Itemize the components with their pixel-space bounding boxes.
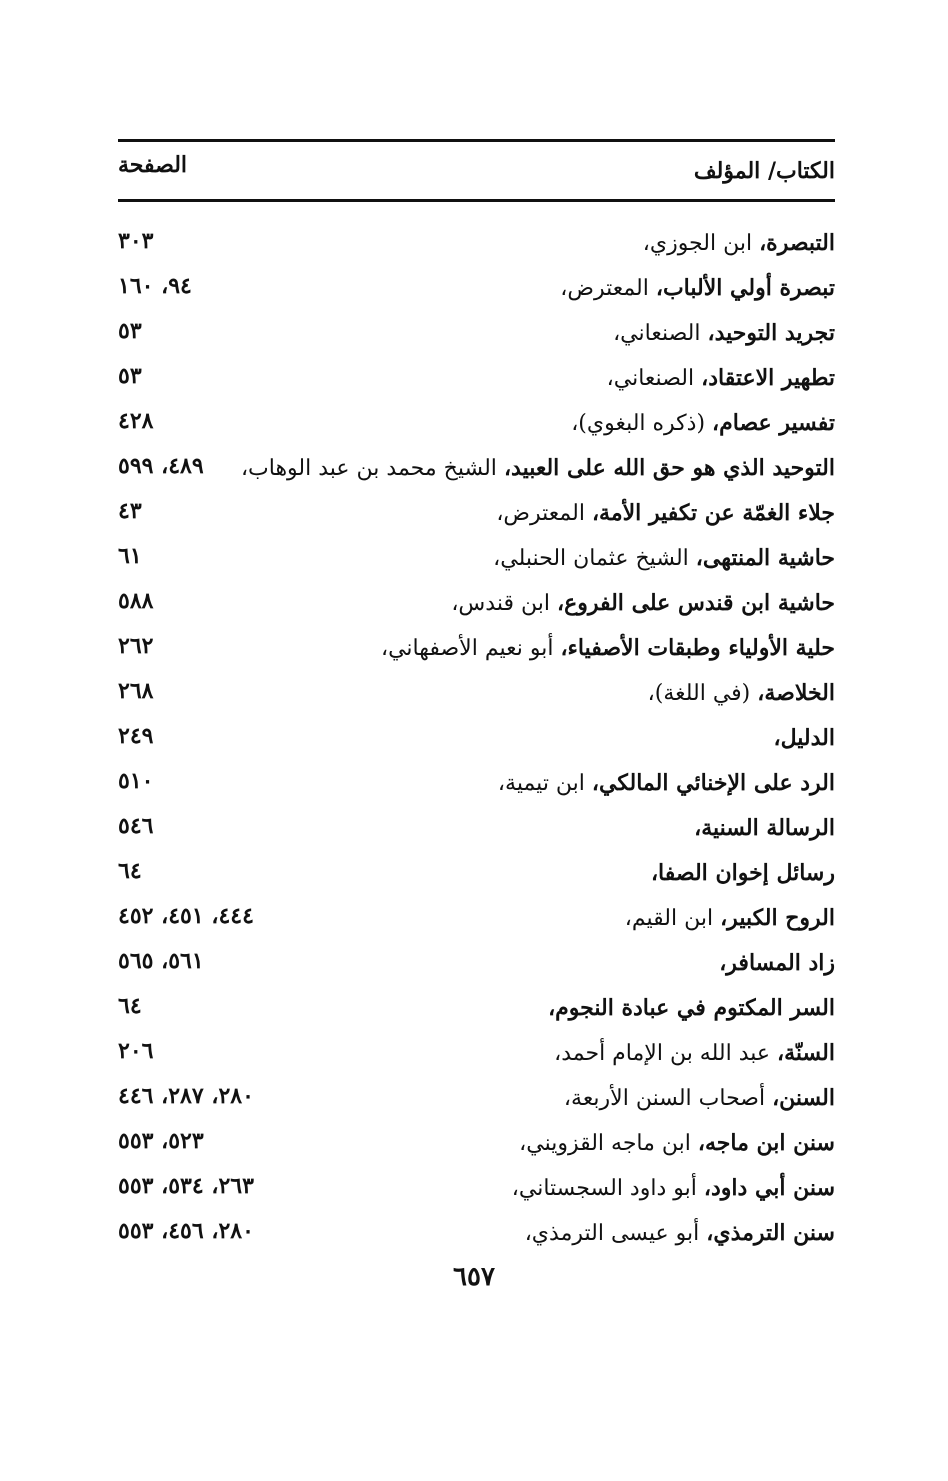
index-row [118, 807, 835, 852]
entry-text [241, 455, 835, 481]
page-refs: ٤٤٤، ٤٥١، ٤٥٢ [118, 903, 254, 929]
index-row [118, 492, 835, 537]
index-row [118, 942, 835, 987]
index-row [118, 447, 835, 492]
book-title: حاشية المنتهى، [695, 545, 835, 571]
entry-text [548, 995, 835, 1021]
book-author: عبد الله بن الإمام أحمد، [554, 1041, 771, 1066]
index-row [118, 537, 835, 582]
header-bottom-rule [118, 199, 835, 202]
page-refs: ٦٤ [118, 993, 142, 1019]
entry-text [774, 725, 835, 751]
index-row [118, 357, 835, 402]
entry-text [648, 680, 835, 706]
entry-text [519, 1130, 835, 1156]
page-refs: ٥١٠ [118, 768, 154, 794]
index-row [118, 312, 835, 357]
book-title: الرد على الإخنائي المالكي، [591, 770, 835, 796]
book-title: تبصرة أولي الألباب، [655, 275, 835, 301]
page-refs: ٤٣ [118, 498, 142, 524]
book-author: ابن الجوزي، [642, 231, 753, 256]
book-title: السر المكتوم في عبادة النجوم، [548, 995, 835, 1021]
book-author: الشيخ عثمان الحنبلي، [493, 546, 689, 571]
book-author: أبو داود السجستاني، [511, 1176, 697, 1201]
index-row [118, 717, 835, 762]
index-row [118, 1122, 835, 1167]
index-row [118, 582, 835, 627]
page-refs: ٢٦٢ [118, 633, 154, 659]
page-refs: ٣٠٣ [118, 228, 154, 254]
index-row [118, 627, 835, 672]
book-author: المعترض، [560, 276, 649, 301]
page-refs: ٤٨٩، ٥٩٩ [118, 453, 204, 479]
page-refs: ٥٣ [118, 363, 142, 389]
column-header-book-author: الكتاب/ المؤلف [693, 158, 835, 184]
book-title: التوحيد الذي هو حق الله على العبيد، [503, 455, 835, 481]
entry-text [694, 815, 835, 841]
book-author: أصحاب السنن الأربعة، [563, 1086, 766, 1111]
book-title: الرسالة السنية، [694, 815, 835, 841]
index-row [118, 987, 835, 1032]
book-title: الروح الكبير، [720, 905, 835, 931]
book-title: حلية الأولياء وطبقات الأصفياء، [560, 635, 835, 661]
entry-text [493, 545, 835, 571]
entry-text [498, 770, 835, 796]
page-refs: ٤٢٨ [118, 408, 154, 434]
entry-text [560, 275, 835, 301]
book-author: ابن ماجه القزويني، [519, 1131, 691, 1156]
entry-text [512, 1175, 835, 1201]
page-refs: ٥٤٦ [118, 813, 154, 839]
book-title: سنن ابن ماجه، [697, 1130, 835, 1156]
book-author: أبو نعيم الأصفهاني، [380, 636, 554, 661]
book-title: حاشية ابن قندس على الفروع، [556, 590, 835, 616]
entry-text [525, 1220, 835, 1246]
page-refs: ٢٦٣، ٥٣٤، ٥٥٣ [118, 1173, 254, 1199]
entry-text [625, 905, 835, 931]
book-title: سنن الترمذي، [706, 1220, 835, 1246]
entry-text [613, 320, 835, 346]
entry-text [643, 230, 835, 256]
book-title: زاد المسافر، [719, 950, 835, 976]
book-title: تفسير عصام، [712, 410, 835, 436]
page-refs: ٥٨٨ [118, 588, 154, 614]
column-header-page: الصفحة [118, 152, 188, 178]
page-refs: ٦١ [118, 543, 142, 569]
book-author: المعترض، [496, 501, 585, 526]
entry-text [381, 635, 835, 661]
entry-text [554, 1040, 835, 1066]
index-row [118, 267, 835, 312]
book-title: رسائل إخوان الصفا، [650, 860, 835, 886]
book-title: جلاء الغمّة عن تكفير الأمة، [591, 500, 835, 526]
book-author: الصنعاني، [606, 366, 695, 391]
index-row [118, 672, 835, 717]
page-refs: ٢٠٦ [118, 1038, 154, 1064]
page-number: ٦٥٧ [453, 1262, 495, 1292]
index-row [118, 222, 835, 267]
page-refs: ٥٣ [118, 318, 142, 344]
book-author: أبو عيسى الترمذي، [524, 1221, 700, 1246]
page-refs: ٥٢٣، ٥٥٣ [118, 1128, 204, 1154]
page-refs: ٢٨٠، ٤٥٦، ٥٥٣ [118, 1218, 254, 1244]
book-title: سنن أبي داود، [703, 1175, 835, 1201]
entry-text [651, 860, 835, 886]
index-row [118, 1212, 835, 1257]
index-row [118, 852, 835, 897]
page-refs: ٥٦١، ٥٦٥ [118, 948, 204, 974]
index-row [118, 897, 835, 942]
book-author: (في اللغة)، [647, 681, 751, 706]
page-refs: ٦٤ [118, 858, 142, 884]
book-author: الشيخ محمد بن عبد الوهاب، [240, 456, 497, 481]
index-list [118, 222, 835, 1257]
book-title: تطهير الاعتقاد، [701, 365, 835, 391]
entry-text [571, 410, 835, 436]
book-author: (ذكره البغوي)، [571, 411, 706, 436]
book-title: الدليل، [773, 725, 835, 751]
page-refs: ٢٨٠، ٢٨٧، ٤٤٦ [118, 1083, 254, 1109]
entry-text [719, 950, 835, 976]
book-author: ابن قندس، [451, 591, 550, 616]
index-row [118, 1167, 835, 1212]
book-title: الخلاصة، [757, 680, 835, 706]
book-title: السنن، [772, 1085, 835, 1111]
book-author: ابن تيمية، [497, 771, 585, 796]
index-row [118, 402, 835, 447]
book-title: التبصرة، [759, 230, 835, 256]
book-author: ابن القيم، [624, 906, 714, 931]
index-row [118, 1077, 835, 1122]
entry-text [564, 1085, 835, 1111]
book-title: السنّة، [777, 1040, 835, 1066]
page-refs: ٢٦٨ [118, 678, 154, 704]
entry-text [607, 365, 835, 391]
page-refs: ٢٤٩ [118, 723, 154, 749]
page-refs: ٩٤، ١٦٠ [118, 273, 192, 299]
header-top-rule [118, 139, 835, 142]
book-title: تجريد التوحيد، [707, 320, 835, 346]
entry-text [496, 500, 835, 526]
book-author: الصنعاني، [613, 321, 701, 346]
index-row [118, 1032, 835, 1077]
index-row [118, 762, 835, 807]
entry-text [451, 590, 835, 616]
